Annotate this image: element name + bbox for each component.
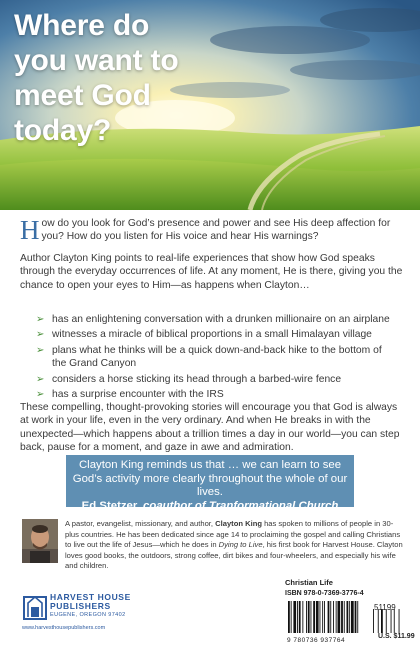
list-item-text: has a surprise encounter with the IRS bbox=[52, 389, 224, 401]
hero-title bbox=[14, 8, 274, 148]
list-item-text: witnesses a miracle of biblical proportions in a small Himalayan village bbox=[52, 329, 372, 341]
arrow-bullet-icon: ➢ bbox=[36, 344, 45, 356]
publisher-name-line: HARVEST HOUSE bbox=[50, 592, 131, 602]
author-bio bbox=[65, 519, 405, 572]
barcode-bar bbox=[351, 601, 354, 633]
harvest-house-icon bbox=[22, 591, 48, 621]
bio-text: , his first book for Harvest House. Clayton loves good books, the outdoors, strong coffee, dirt bikes and four-wheelers, and especially his wife and children. bbox=[65, 540, 403, 571]
barcode-bar bbox=[338, 601, 341, 633]
list-item-text: has an enlightening conversation with a drunken millionaire on an airplane bbox=[52, 314, 390, 325]
barcode-bar bbox=[302, 601, 303, 633]
barcode-bar bbox=[336, 601, 337, 633]
bio-book-title: Dying to Live bbox=[218, 540, 263, 550]
book-category: Christian Life bbox=[285, 578, 333, 587]
barcode-bar bbox=[299, 601, 301, 633]
arrow-bullet-icon: ➢ bbox=[36, 373, 45, 385]
list-item bbox=[36, 328, 396, 341]
barcode-addon-bar bbox=[394, 609, 395, 633]
barcode-bar bbox=[333, 601, 334, 633]
barcode-bar bbox=[357, 601, 358, 633]
barcode-bar bbox=[308, 601, 310, 633]
intro-paragraph bbox=[20, 217, 408, 244]
isbn-label: ISBN 978-0-7369-3776-4 bbox=[285, 590, 364, 597]
list-item bbox=[36, 373, 396, 386]
barcode-bar bbox=[316, 601, 319, 633]
list-item-text: plans what he thinks will be a quick down-and-back hike to the bottom of the Grand Canyon bbox=[52, 344, 382, 370]
barcode-bar bbox=[311, 601, 312, 633]
author-photo bbox=[22, 519, 58, 563]
arrow-bullet-icon: ➢ bbox=[36, 314, 45, 325]
author-portrait-image bbox=[22, 519, 58, 563]
barcode-bar bbox=[297, 601, 298, 633]
barcode-digits: 9 780736 937764 bbox=[287, 637, 346, 644]
hero-title-line: Where do bbox=[14, 9, 150, 42]
barcode-bar bbox=[291, 601, 292, 633]
barcode-bar bbox=[320, 601, 321, 633]
list-item bbox=[36, 388, 396, 401]
hero-title-line: today? bbox=[14, 114, 112, 147]
hero-title-line: meet God bbox=[14, 79, 151, 112]
list-item bbox=[36, 344, 396, 371]
paragraph-encouragement: These compelling, thought-provoking stories will encourage you that God is always at work in your life, even in the very ordinary. And when He breaks in with the unexpected—which happens about a trillion times a day in our world—you can step back, pause for a moment, and gaze in awe and admiration. bbox=[20, 402, 400, 454]
barcode-bar bbox=[288, 601, 290, 633]
barcode-bar bbox=[324, 601, 325, 633]
publisher-name-line: PUBLISHERS bbox=[50, 601, 111, 611]
publisher-name bbox=[50, 593, 131, 611]
barcode-addon-bar bbox=[373, 609, 374, 633]
barcode-addon-bar bbox=[386, 609, 387, 633]
publisher-logo bbox=[22, 591, 152, 631]
endorsement-quote-text: Clayton King reminds us that … we can learn to see God’s activity more clearly throughout the whole of our lives. bbox=[72, 459, 348, 498]
barcode-bar bbox=[328, 601, 330, 633]
barcode-bar bbox=[313, 601, 315, 633]
barcode-bar bbox=[322, 601, 323, 633]
barcode-addon-bar bbox=[378, 609, 379, 633]
arrow-bullet-icon: ➢ bbox=[36, 389, 45, 401]
publisher-location: EUGENE, OREGON 97402 bbox=[50, 612, 126, 618]
barcode-addon-bar bbox=[399, 609, 400, 633]
list-item bbox=[36, 313, 396, 326]
endorser-role: coauthor of Tranformational Church bbox=[143, 499, 339, 512]
anecdote-list bbox=[36, 313, 396, 403]
endorser-name: Ed Stetzer, bbox=[81, 499, 144, 512]
drop-cap: H bbox=[20, 215, 40, 245]
bio-author-name: Clayton King bbox=[215, 519, 262, 528]
barcode-addon-bar bbox=[391, 609, 392, 633]
barcode-bar bbox=[330, 601, 331, 633]
barcode-bar bbox=[344, 601, 345, 633]
paragraph-author-intro: Author Clayton King points to real-life experiences that show how God speaks through the everyday occurrences of life. At any moment, He is there, giving you the chance to open your eyes to Him—as happens when Clayton… bbox=[20, 253, 403, 291]
hero-title-line: you want to bbox=[14, 44, 179, 77]
bio-text: has spoken to millions of people in 30-plus countries. He has been dedicated since age 14 to proclaiming the gospel and calling Christians to live out the life of Jesus—which he does in bbox=[65, 519, 401, 550]
barcode-bar bbox=[349, 601, 350, 633]
list-item-text: considers a horse sticking its head through a barbed-wire fence bbox=[52, 373, 342, 385]
barcode-bar bbox=[355, 601, 357, 633]
cover-hero-image bbox=[0, 0, 420, 210]
barcode-bar bbox=[341, 601, 343, 633]
barcode-addon-bar bbox=[381, 609, 383, 633]
arrow-bullet-icon: ➢ bbox=[36, 329, 45, 341]
book-price: U.S. $11.99 bbox=[378, 633, 415, 640]
endorsement-attribution bbox=[66, 500, 354, 514]
intro-text: ow do you look for God’s presence and power and see His deep affection for you? How do you listen for His voice and hear His warnings? bbox=[41, 218, 391, 243]
bio-text: A pastor, evangelist, missionary, and author, bbox=[65, 519, 216, 528]
barcode-bar bbox=[306, 601, 307, 633]
price-code: 51199 bbox=[374, 603, 396, 612]
publisher-url: www.harvesthousepublishers.com bbox=[22, 625, 106, 631]
barcode-bar bbox=[293, 601, 296, 633]
endorsement-quote-box bbox=[66, 455, 354, 512]
barcode-bar bbox=[347, 601, 349, 633]
